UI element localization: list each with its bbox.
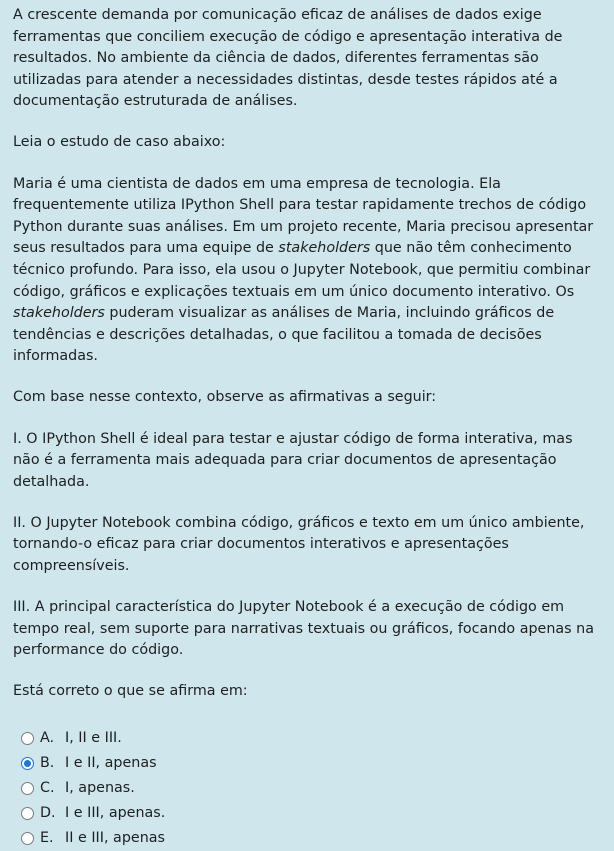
radio-unselected-icon[interactable] xyxy=(21,732,34,745)
radio-unselected-icon[interactable] xyxy=(21,782,34,795)
italic-term: stakeholders xyxy=(13,305,105,322)
paragraph-text: Está correto o que se afirma em: xyxy=(13,683,248,700)
option-text: I, apenas. xyxy=(65,780,135,797)
paragraph-text: I. O IPython Shell é ideal para testar e ajustar código de forma interativa, mas não é a ferramenta mais adequada para criar documentos de apresentação detalhada. xyxy=(13,430,573,490)
answer-option-e[interactable] xyxy=(21,826,602,851)
answer-options xyxy=(13,726,602,851)
paragraph-text: puderam visualizar as análises de Maria, incluindo gráficos de tendências e descrições detalhadas, o que facilitou a tomada de decisões informadas. xyxy=(13,305,555,365)
answer-option-d[interactable] xyxy=(21,801,602,826)
option-text: I, II e III. xyxy=(65,730,122,747)
option-letter: B. xyxy=(40,755,55,772)
answer-option-a[interactable] xyxy=(21,726,602,751)
paragraph-text: Maria é uma cientista de dados em uma empresa de tecnologia. Ela frequentemente utiliza IPython Shell para testar rapidamente trechos de código Python durante suas análises. Em um projeto recente, Maria precisou apresentar seus resultados para uma equipe de xyxy=(13,175,594,257)
question-paragraph xyxy=(13,513,602,578)
answer-option-c[interactable] xyxy=(21,776,602,801)
question-paragraph xyxy=(13,174,602,368)
paragraph-text: que não têm conhecimento técnico profundo. Para isso, ela usou o Jupyter Notebook, que permitiu combinar código, gráficos e explicações textuais em um único documento interativo. Os xyxy=(13,240,591,300)
option-text: II e III, apenas xyxy=(65,830,165,847)
radio-selected-icon[interactable] xyxy=(21,757,34,770)
paragraph-text: III. A principal característica do Jupyter Notebook é a execução de código em tempo real, sem suporte para narrativas textuais ou gráficos, focando apenas na performance do código. xyxy=(13,599,594,659)
question-paragraph xyxy=(13,597,602,662)
option-letter: C. xyxy=(40,780,55,797)
radio-unselected-icon[interactable] xyxy=(21,807,34,820)
question-paragraph xyxy=(13,429,602,494)
paragraph-text: Com base nesse contexto, observe as afirmativas a seguir: xyxy=(13,389,437,406)
italic-term: stakeholders xyxy=(278,240,371,257)
option-letter: E. xyxy=(40,830,54,847)
option-text: I e II, apenas xyxy=(65,755,157,772)
paragraph-text: A crescente demanda por comunicação eficaz de análises de dados exige ferramentas que conciliem execução de código e apresentação interativa de resultados. No ambiente da ciência de dados, diferentes ferramentas são utilizadas para atender a necessidades distintas, desde testes rápidos até a documentação estruturada de análises. xyxy=(13,7,563,110)
question-paragraph xyxy=(13,132,602,154)
question-paragraph xyxy=(13,681,602,703)
option-letter: D. xyxy=(40,805,56,822)
option-text: I e III, apenas. xyxy=(65,805,166,822)
question-paragraph xyxy=(13,387,602,409)
question-paragraph xyxy=(13,5,602,113)
radio-unselected-icon[interactable] xyxy=(21,832,34,845)
answer-option-b[interactable] xyxy=(21,751,602,776)
paragraph-text: II. O Jupyter Notebook combina código, gráficos e texto em um único ambiente, tornando-o eficaz para criar documentos interativos e apresentações compreensíveis. xyxy=(13,514,585,574)
paragraph-text: Leia o estudo de caso abaixo: xyxy=(13,134,226,151)
radio-dot-icon xyxy=(24,760,31,767)
question-text xyxy=(13,5,602,703)
option-letter: A. xyxy=(40,730,55,747)
